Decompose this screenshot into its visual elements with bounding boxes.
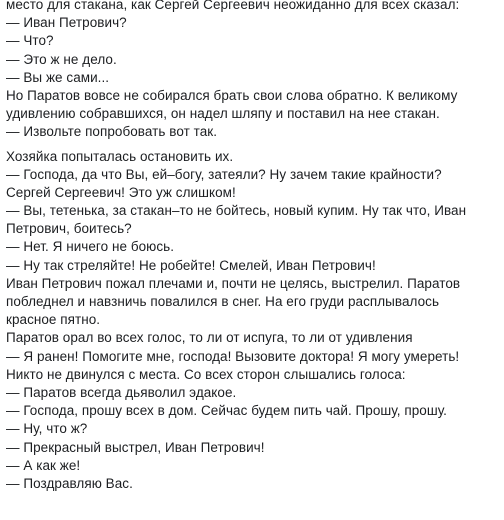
text-line: — Извольте попробовать вот так. — [6, 124, 218, 140]
text-line: — Поздравляю Вас. — [6, 475, 133, 491]
text-line: — Прекрасный выстрел, Иван Петрович! — [6, 439, 265, 455]
paragraph-1 — [6, 0, 502, 142]
text-line: побледнел и навзничь повалился в снег. На его груди расплывалось — [6, 294, 440, 309]
text-line: Иван Петрович пожал плечами и, почти не целясь, выстрелил. Паратов — [6, 275, 461, 291]
text-line: Сергей Сергеевич! Это уж слишком! — [6, 184, 236, 200]
text-line: — Вы, тетенька, за стакан–то не бойтесь, новый купим. Ну так что, Иван — [6, 203, 467, 219]
text-line: Хозяйка попыталась остановить их. — [6, 148, 234, 164]
post-text — [6, 0, 502, 493]
text-line: — Нет. Я ничего не боюсь. — [6, 239, 175, 255]
text-line: место для стакана, как Сергей Сергеевич неожиданно для всех сказал: — [6, 0, 460, 12]
text-line: — Ну так стреляйте! Не робейте! Смелей, Иван Петрович! — [6, 257, 376, 273]
text-line: — Вы же сами... — [6, 69, 110, 85]
text-line: удивлению собравшихся, он надел шляпу и поставил на нее стакан. — [6, 106, 440, 122]
text-line: — Это ж не дело. — [6, 51, 117, 67]
text-line: Никто не двинулся с места. Со всех сторон слышались голоса: — [6, 366, 406, 382]
text-line: — Господа, прошу всех в дом. Сейчас будем пить чай. Прошу, прошу. — [6, 403, 447, 419]
text-line: — А как же! — [6, 457, 81, 473]
text-line: — Господа, да что Вы, ей–богу, затеяли? Ну зачем такие крайности? — [6, 166, 442, 182]
text-line: Петрович, боитесь? — [6, 221, 132, 237]
text-line: — Я ранен! Помогите мне, господа! Вызовите доктора! Я могу умереть! — [6, 348, 460, 364]
text-line: — Ну, что ж? — [6, 421, 88, 437]
text-line: Но Паратов вовсе не собирался брать свои слова обратно. К великому — [6, 87, 458, 103]
text-line: — Иван Петрович? — [6, 15, 127, 31]
paragraph-2 — [6, 148, 502, 494]
text-line: красное пятно. — [6, 312, 101, 328]
text-line: — Паратов всегда дьяволил эдакое. — [6, 384, 237, 400]
text-line: Паратов орал во всех голос, то ли от испуга, то ли от удивления — [6, 330, 413, 346]
text-line: — Что? — [6, 33, 54, 49]
